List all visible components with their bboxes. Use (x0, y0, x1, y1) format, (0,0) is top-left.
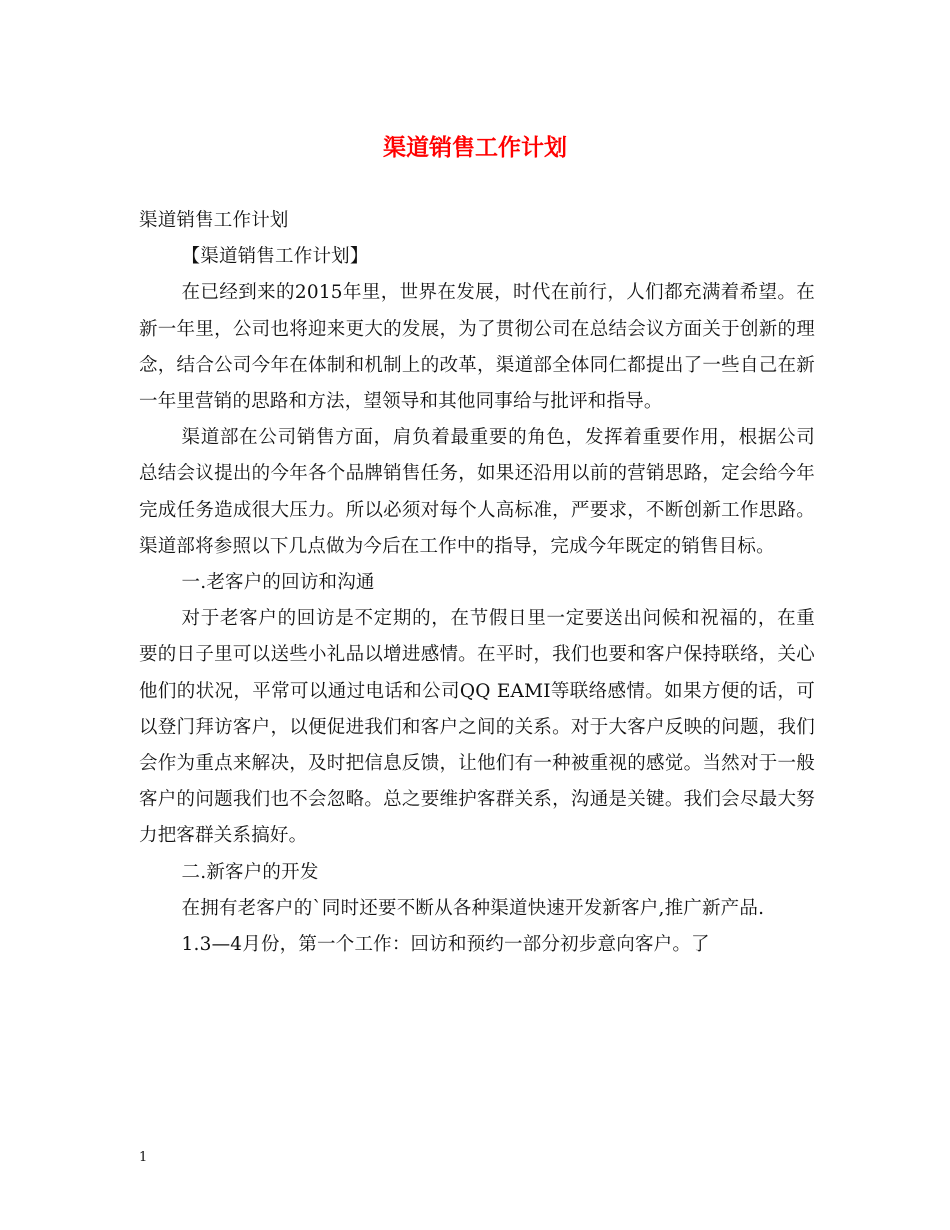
paragraph: 对于老客户的回访是不定期的，在节假日里一定要送出问候和祝福的，在重要的日子里可以送些小礼品以增进感情。在平时，我们也要和客户保持联络，关心他们的状况，平常可以通过电话和公司QQ EAMI等联络感情。如果方便的话，可以登门拜访客户，以便促进我们和客户之间的关系。对于大客户反映的问题，我们会作为重点来解决，及时把信息反馈，让他们有一种被重视的感觉。当然对于一般客户的问题我们也不会忽略。总之要维护客群关系，沟通是关键。我们会尽最大努力把客群关系搞好。 (139, 608, 815, 847)
paragraph: 在已经到来的2015年里，世界在发展，时代在前行，人们都充满着希望。在新一年里，公司也将迎来更大的发展，为了贯彻公司在总结会议方面关于创新的理念，结合公司今年在体制和机制上的改革，渠道部全体同仁都提出了一些自己在新一年里营销的思路和方法，望领导和其他同事给与批评和指导。 (139, 282, 815, 413)
section-heading: 一.老客户的回访和沟通 (181, 572, 375, 594)
paragraph: 渠道部在公司销售方面，肩负着最重要的角色，发挥着重要作用，根据公司总结会议提出的今年各个品牌销售任务，如果还沿用以前的营销思路，定会给今年完成任务造成很大压力。所以必须对每个人高标准，严要求，不断创新工作思路。渠道部将参照以下几点做为今后在工作中的指导，完成今年既定的销售目标。 (139, 427, 815, 557)
document-body (139, 203, 815, 963)
page-number: 1 (139, 1150, 148, 1165)
paragraph: 【渠道销售工作计划】 (181, 246, 369, 268)
document-title: 渠道销售工作计划 (383, 134, 567, 161)
paragraph: 1.3—4月份，第一个工作：回访和预约一部分初步意向客户。了 (181, 934, 710, 956)
paragraph: 渠道销售工作计划 (139, 210, 289, 231)
section-heading: 二.新客户的开发 (181, 861, 319, 883)
paragraph: 在拥有老客户的`同时还要不断从各种渠道快速开发新客户,推广新产品. (181, 897, 765, 919)
